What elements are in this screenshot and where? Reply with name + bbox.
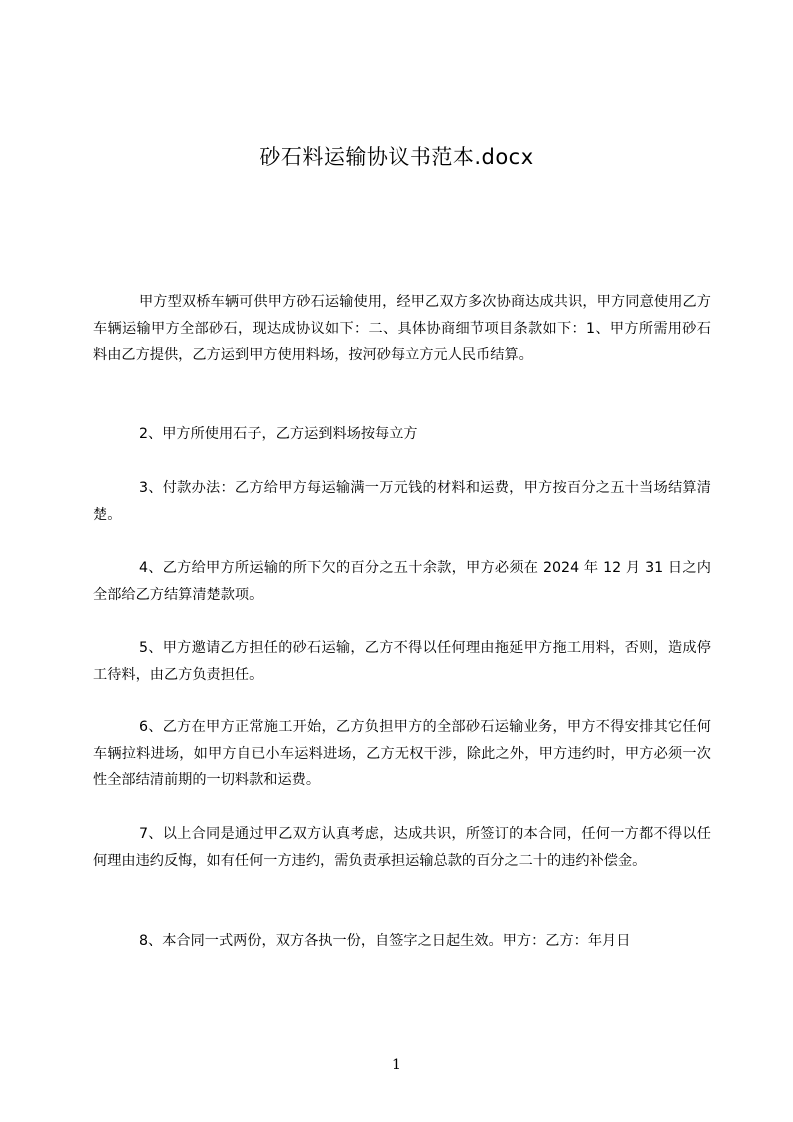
document-title: 砂石料运输协议书范本.docx xyxy=(259,145,534,169)
paragraph-3: 3、付款办法：乙方给甲方每运输满一万元钱的材料和运费，甲方按百分之五十当场结算清楚。 xyxy=(93,480,711,523)
paragraph-1: 甲方型双桥车辆可供甲方砂石运输使用，经甲乙双方多次协商达成共识，甲方同意使用乙方车辆运输甲方全部砂石，现达成协议如下：二、具体协商细节项目条款如下：1、甲方所需用砂石料由乙方提供，乙方运到甲方使用料场，按河砂每立方元人民币结算。 xyxy=(93,294,711,363)
paragraph-6: 6、乙方在甲方正常施工开始，乙方负担甲方的全部砂石运输业务，甲方不得安排其它任何车辆拉料进场，如甲方自已小车运料进场，乙方无权干涉，除此之外，甲方违约时，甲方必须一次性全部结清前期的一切料款和运费。 xyxy=(93,719,711,788)
paragraph-8: 8、本合同一式两份，双方各执一份，自签字之日起生效。甲方：乙方：年月日 xyxy=(139,933,631,949)
paragraph-4: 4、乙方给甲方所运输的所下欠的百分之五十余款，甲方必须在 2024 年 12 月 31 日之内全部给乙方结算清楚款项。 xyxy=(93,560,711,603)
page-number: 1 xyxy=(392,1057,401,1073)
paragraph-5: 5、甲方邀请乙方担任的砂石运输，乙方不得以任何理由拖延甲方拖工用料，否则，造成停工待料，由乙方负责担任。 xyxy=(93,640,711,683)
paragraph-2: 2、甲方所使用石子，乙方运到料场按每立方 xyxy=(139,426,418,442)
paragraph-7: 7、以上合同是通过甲乙双方认真考虑，达成共识，所签订的本合同，任何一方都不得以任何理由违约反悔，如有任何一方违约，需负责承担运输总款的百分之二十的违约补偿金。 xyxy=(93,826,711,869)
